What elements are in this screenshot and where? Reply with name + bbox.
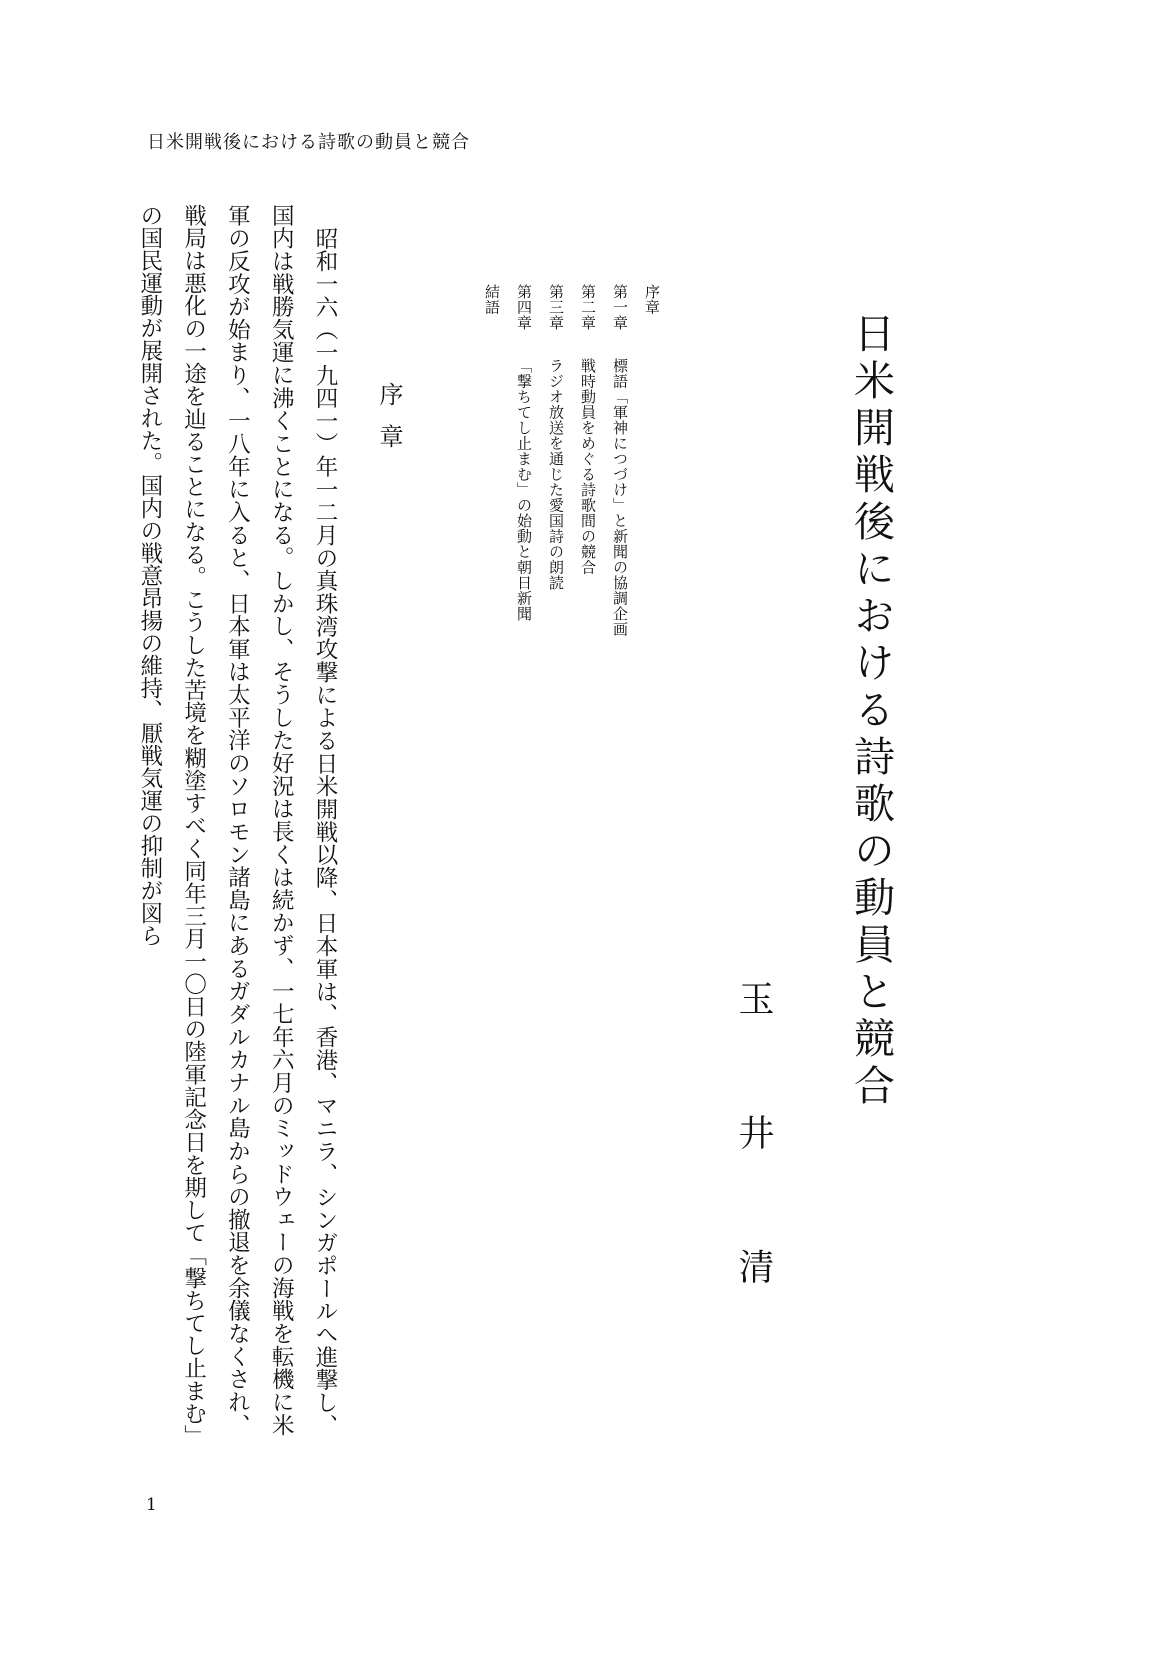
toc-chapter-label: 第三章 <box>547 284 565 331</box>
toc-item <box>508 284 540 637</box>
body-paragraph: 昭和一六（一九四一）年一二月の真珠湾攻撃による日米開戦以降、日本軍は、香港、マニラ、シンガポールへ進撃し、国内は戦勝気運に沸くことになる。しかし、そうした好況は長くは続かず、一七年六月のミッドウェーの海戦を転機に米軍の反攻が始まり、一八年に入ると、日本軍は太平洋のソロモン諸島にあるガダルカナル島からの撤退を余儀なくされ、戦局は悪化の一途を辿ることになる。こうした苦境を糊塗すべく同年三月一〇日の陸軍記念日を期して「撃ちてし止まむ」の国民運動が展開された。国内の戦意昂揚の維持、厭戦気運の抑制が図ら <box>136 204 338 1436</box>
toc-chapter-title: 戦時動員をめぐる詩歌間の競合 <box>579 358 597 575</box>
toc-chapter-title: 標語「軍神につづけ」と新聞の協調企画 <box>611 358 629 637</box>
page-number: 1 <box>146 1495 157 1515</box>
toc-item <box>540 284 572 637</box>
toc-chapter-label: 第四章 <box>515 284 533 331</box>
running-header: 日米開戦後における詩歌の動員と競合 <box>147 132 470 153</box>
toc-chapter-label: 結語 <box>483 284 501 315</box>
toc-item <box>604 284 636 637</box>
toc-item <box>636 284 668 637</box>
toc-chapter-label: 第二章 <box>579 284 597 331</box>
toc-item <box>572 284 604 637</box>
toc-chapter-title: ラジオ放送を通じた愛国詩の朗読 <box>547 358 565 591</box>
author-name: 玉井清 <box>733 980 774 1382</box>
section-heading: 序章 <box>375 382 403 466</box>
article-title: 日米開戦後における詩歌の動員と競合 <box>847 312 895 1111</box>
toc-chapter-label: 序章 <box>643 284 661 315</box>
table-of-contents <box>476 284 668 637</box>
toc-chapter-title: 「撃ちてし止まむ」の始動と朝日新聞 <box>515 358 533 622</box>
toc-item <box>476 284 508 637</box>
toc-chapter-label: 第一章 <box>611 284 629 331</box>
